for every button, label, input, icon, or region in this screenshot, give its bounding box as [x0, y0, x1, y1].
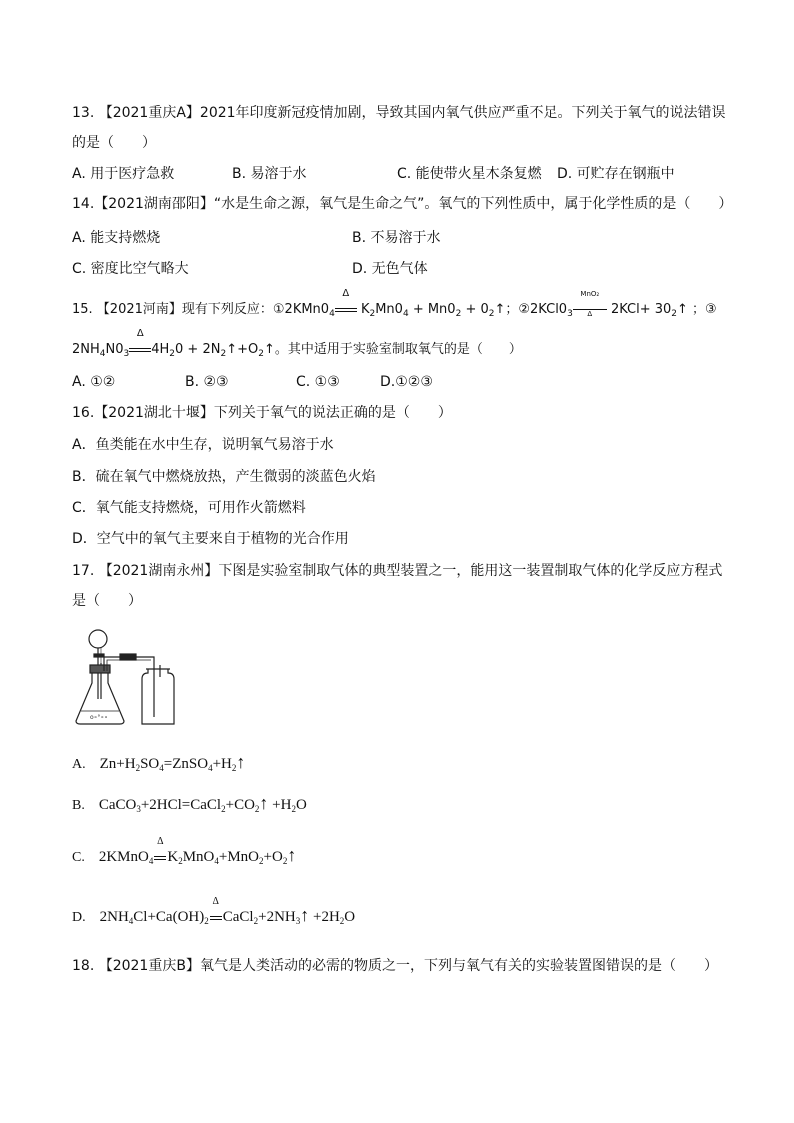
q17-d-arrow: Δ	[209, 909, 223, 926]
q16-option-d: D．空气中的氧气主要来自于植物的光合作用	[72, 531, 349, 547]
q15-reaction3-arrow: Δ	[129, 340, 151, 360]
q13-option-b: B. 易溶于水	[232, 166, 307, 182]
q15-reaction2-arrow: MnO₂ Δ	[573, 300, 607, 320]
q13-option-d: D. 可贮存在钢瓶中	[557, 166, 675, 182]
q16-option-c: C．氧气能支持燃烧，可用作火箭燃料	[72, 500, 306, 516]
q16-option-b: B．硫在氧气中燃烧放热，产生微弱的淡蓝色火焰	[72, 469, 376, 485]
collecting-bottle	[142, 669, 174, 724]
q15-stem-line1: 15. 【2021河南】现有下列反应：$①2KMn0_4$ Δ $K_2Mn0_4 + Mn0_2$ + $0_2↑$；$②2KCl0_3$ MnO₂ Δ $2KCl+ 30_2↑$ ；③	[72, 288, 717, 319]
q14-stem: 14.【2021湖南邵阳】“水是生命之源，氧气是生命之气”。氧气的下列性质中，属于化学性质的是（ ）	[72, 196, 733, 212]
q16-stem: 16.【2021湖北十堰】下列关于氧气的说法正确的是（ ）	[72, 405, 452, 421]
q17-c-arrow: Δ	[153, 849, 167, 866]
q17-option-b: B. $CaCO_3+2HCl=CaCl_2+CO_2↑ +H_2O$	[72, 793, 307, 814]
q15-option-b: B. ②③	[185, 374, 229, 390]
q13-stem-line1: 13. 【2021重庆A】2021年印度新冠疫情加剧，导致其国内氧气供应严重不足。下列关于氧气的说法错误	[72, 105, 726, 121]
q18-stem: 18. 【2021重庆B】氧气是人类活动的必需的物质之一，下列与氧气有关的实验装置图错误的是（ ）	[72, 958, 718, 974]
q14-option-b: B. 不易溶于水	[352, 230, 441, 246]
q16-option-a: A．鱼类能在水中生存，说明氧气易溶于水	[72, 437, 334, 453]
q17-stem-line2: 是（ ）	[72, 593, 142, 609]
q17-stem-line1: 17. 【2021湖南永州】下图是实验室制取气体的典型装置之一，能用这一装置制取气体的化学反应方程式	[72, 563, 723, 579]
q13-option-a: A. 用于医疗急救	[72, 166, 175, 182]
q13-stem-line2: 的是（ ）	[72, 135, 156, 151]
gas-generation-apparatus-figure	[72, 627, 182, 727]
q14-option-a: A. 能支持燃烧	[72, 230, 161, 246]
q15-stem-line2: $2NH_4N0_3$ Δ $4H_20$ + $2N_2↑+O_2↑$。其中适用于实验室制取氧气的是（ ）	[72, 328, 522, 359]
q14-option-d: D. 无色气体	[352, 261, 428, 277]
q15-option-c: C. ①③	[296, 374, 340, 390]
q17-option-c: C. 2KMnO$_4$ Δ $K_2MnO_4+MnO_2+O_2↑$	[72, 836, 297, 866]
q15-prefix: 15. 【2021河南】现有下列反应：①2KMn0	[72, 302, 330, 317]
q15-option-d: D.①②③	[380, 374, 433, 390]
funnel-bulb	[89, 630, 107, 648]
q14-option-c: C. 密度比空气略大	[72, 261, 189, 277]
q15-reaction1-arrow: Δ	[335, 300, 357, 320]
delivery-tube	[104, 657, 154, 717]
q15-option-a: A. ①②	[72, 374, 116, 390]
svg-text:o∘°∘∘: o∘°∘∘	[90, 714, 108, 721]
q17-option-d: D. $2NH_4Cl+Ca(OH)_2$ Δ $CaCl_2+2NH_3↑ +2H_2O$	[72, 896, 356, 926]
q17-option-a: A. $Zn+H_2SO_4=ZnSO_4+H_2↑$	[72, 752, 246, 773]
q13-option-c: C. 能使带火星木条复燃	[397, 166, 542, 182]
